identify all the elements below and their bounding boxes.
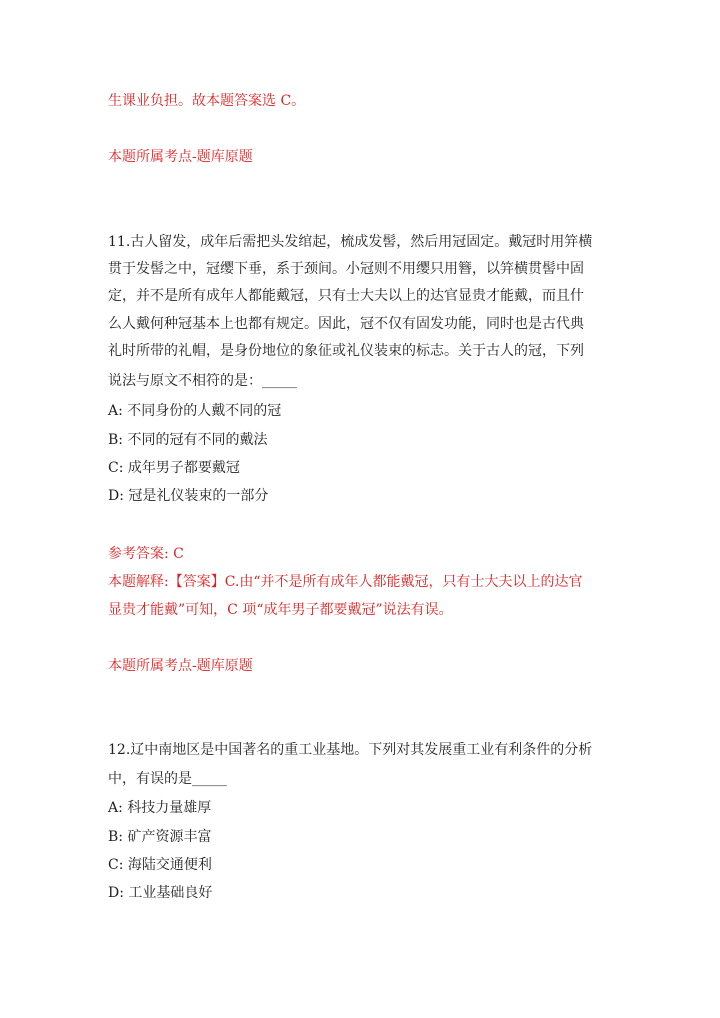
q11-stem-line: 礼时所带的礼帽，是身份地位的象征或礼仪装束的标志。关于古人的冠，下列 [108,343,584,359]
q11-stem-line: 定，并不是所有成年人都能戴冠，只有士大夫以上的达官显贵才能戴，而且什 [108,288,584,304]
q12-option-a: A: 科技力量雄厚 [108,800,212,816]
q11-category-label: 本题所属考点-题库原题 [108,658,253,674]
q12-stem-line: 12.辽中南地区是中国著名的重工业基地。下列对其发展重工业有利条件的分析 [108,742,593,758]
q11-explanation-line: 本题解释:【答案】C.由“并不是所有成年人都能戴冠，只有士大夫以上的达官 [108,574,583,590]
q11-option-c: C: 成年男子都要戴冠 [108,460,240,476]
q11-stem-line: 11.古人留发，成年后需把头发绾起，梳成发髻，然后用冠固定。戴冠时用笄横 [108,234,593,250]
prev-explanation-tail: 生课业负担。故本题答案选 C。 [108,93,306,109]
q12-option-d: D: 工业基础良好 [108,885,213,901]
q11-option-d: D: 冠是礼仪装束的一部分 [108,488,269,504]
q11-stem-line: 么人戴何种冠基本上也都有规定。因此，冠不仅有固发功能，同时也是古代典 [108,316,584,332]
q11-answer: 参考答案: C [108,546,184,562]
prev-category-label: 本题所属考点-题库原题 [108,149,253,165]
q11-stem-line: 说法与原文不相符的是：_____ [108,373,297,389]
q11-option-b: B: 不同的冠有不同的戴法 [108,432,268,448]
q11-explanation-line: 显贵才能戴”可知，C 项“成年男子都要戴冠”说法有误。 [108,602,453,618]
q11-stem-line: 贯于发髻之中，冠缨下垂，系于颈间。小冠则不用缨只用簪，以笄横贯髻中固 [108,261,584,277]
q12-option-c: C: 海陆交通便利 [108,857,212,873]
q12-stem-line: 中，有误的是_____ [108,771,227,787]
q11-option-a: A: 不同身份的人戴不同的冠 [108,403,282,419]
q12-option-b: B: 矿产资源丰富 [108,829,212,845]
